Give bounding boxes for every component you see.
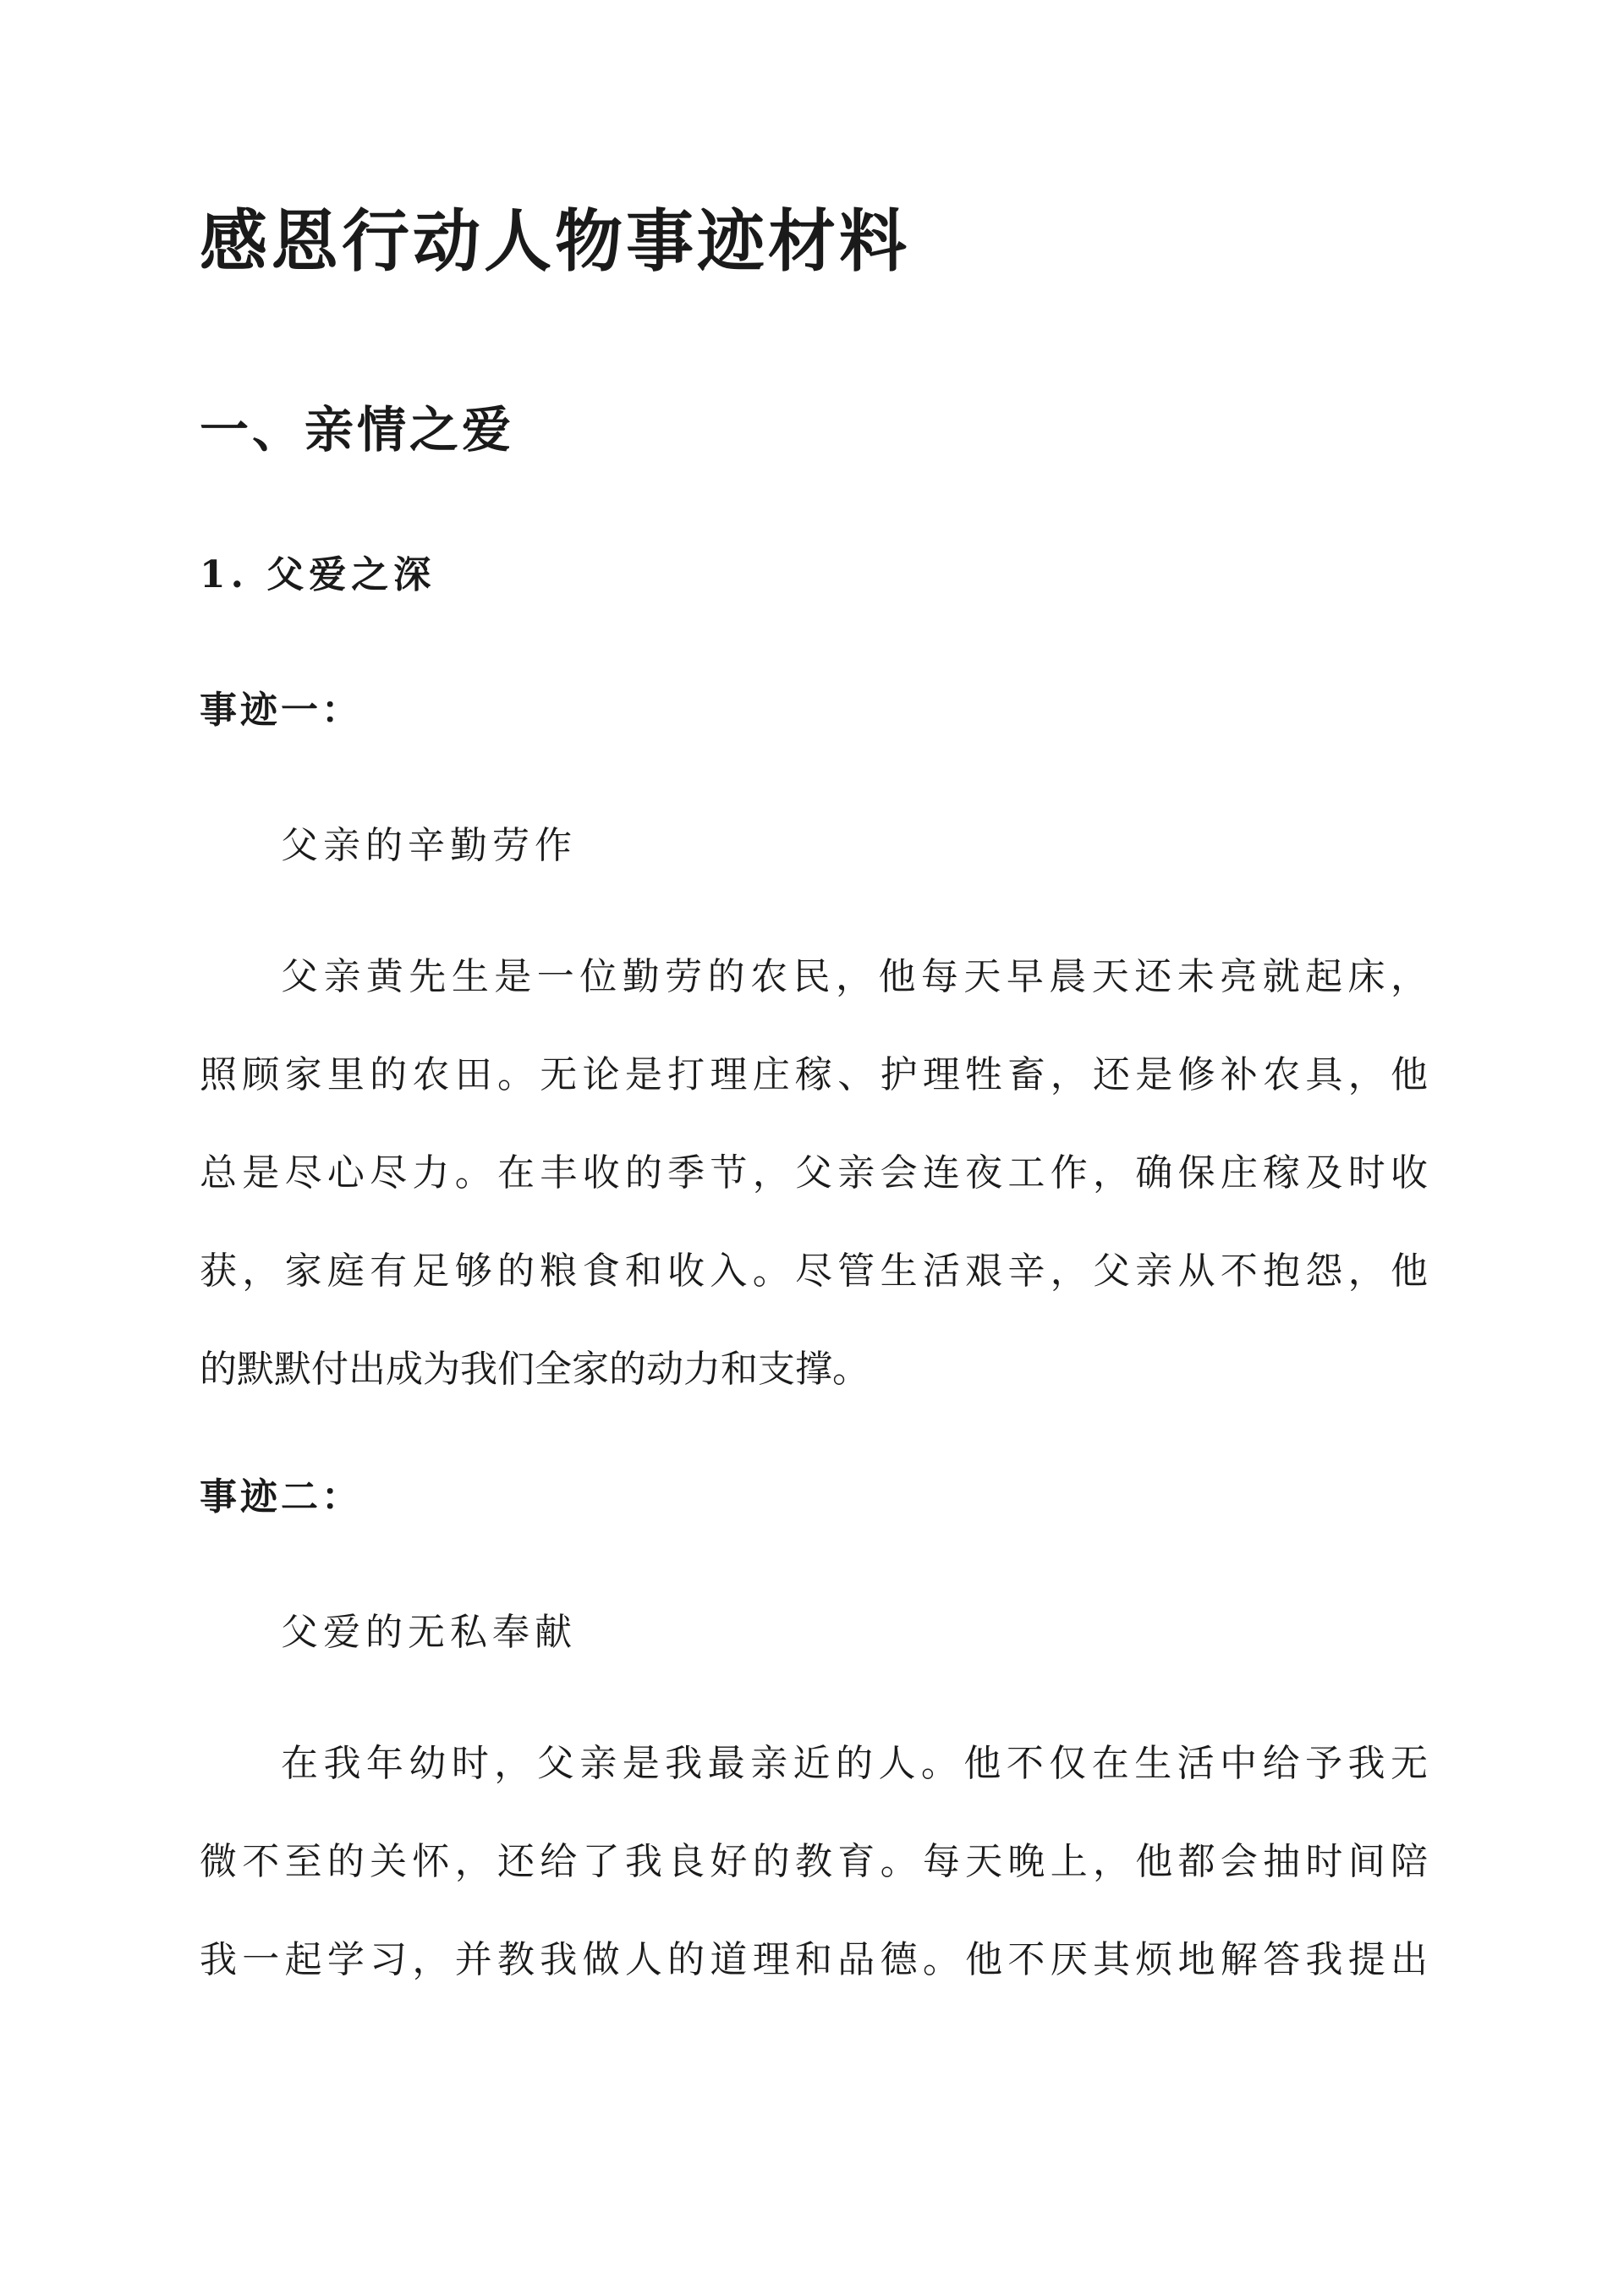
story-two-paragraph xyxy=(200,1715,1428,2009)
paragraph-line: 总是尽心尽力。在丰收的季节，父亲会连夜工作，确保庄稼及时收 xyxy=(200,1151,1428,1195)
paragraph-line: 的默默付出成为我们全家的动力和支撑。 xyxy=(200,1348,870,1391)
document-title: 感恩行动人物事迹材料 xyxy=(200,201,910,281)
section-heading: 一、亲情之爱 xyxy=(200,401,515,459)
story-two-label: 事迹二： xyxy=(200,1475,362,1519)
story-one-paragraph xyxy=(200,928,1428,1419)
paragraph-line: 父亲黄先生是一位勤劳的农民，他每天早晨天还未亮就起床， xyxy=(281,955,1428,998)
story-one-subtitle: 父亲的辛勤劳作 xyxy=(281,824,577,867)
story-two-subtitle: 父爱的无私奉献 xyxy=(281,1611,577,1654)
paragraph-line: 在我年幼时，父亲是我最亲近的人。他不仅在生活中给予我无 xyxy=(281,1742,1428,1785)
paragraph-line: 我一起学习，并教我做人的道理和品德。他不厌其烦地解答我提出 xyxy=(200,1938,1428,1981)
paragraph-line: 获，家庭有足够的粮食和收入。尽管生活艰辛，父亲从不抱怨，他 xyxy=(200,1250,1428,1293)
paragraph-line: 微不至的关怀，还给了我良好的教育。每天晚上，他都会抽时间陪 xyxy=(200,1840,1428,1883)
story-one-label: 事迹一： xyxy=(200,689,362,732)
subsection-heading: 1. 父爱之深 xyxy=(200,553,436,596)
paragraph-line: 照顾家里的农田。无论是打理庄稼、护理牲畜，还是修补农具，他 xyxy=(200,1053,1428,1096)
